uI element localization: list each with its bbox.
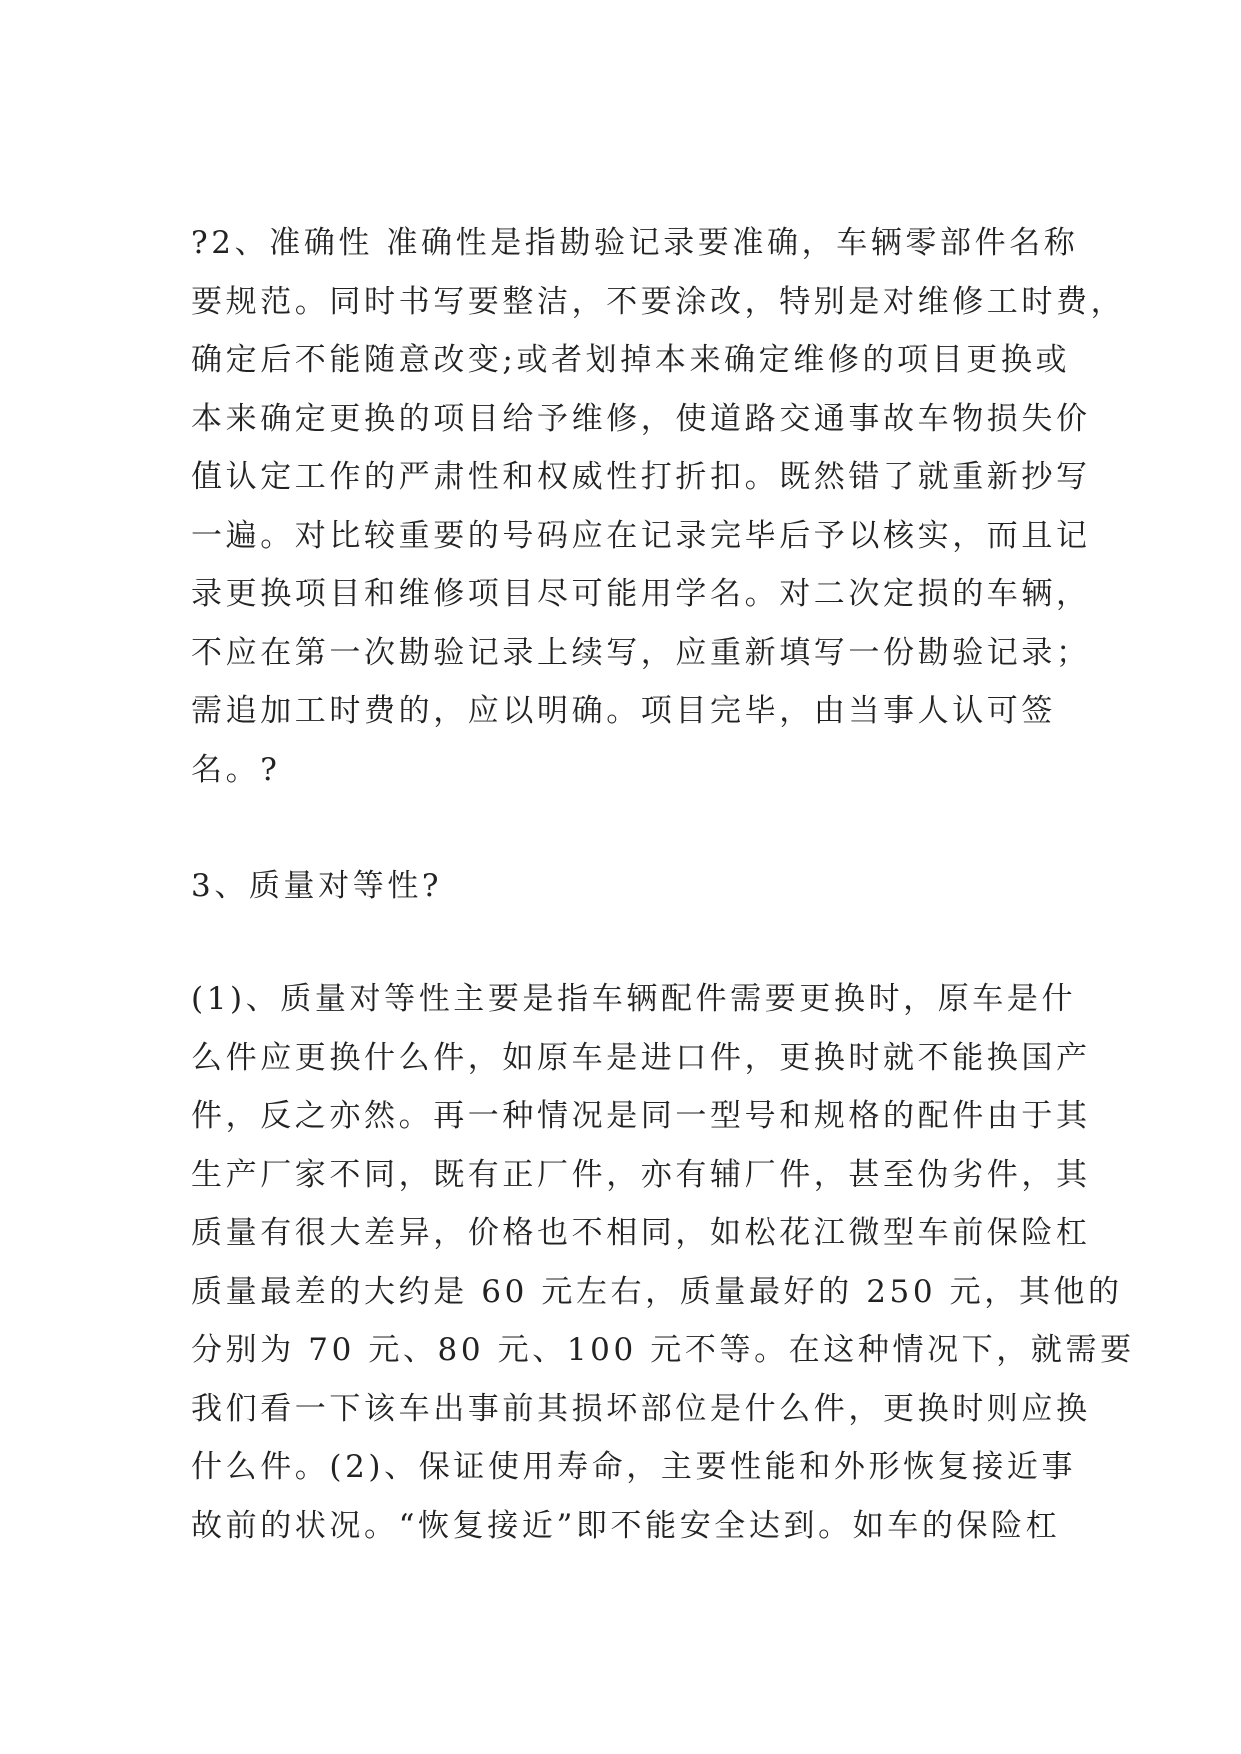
text-line: 名。?: [191, 751, 281, 788]
text-line: 质量最差的大约是 60 元左右，质量最好的 250 元，其他的: [191, 1273, 1123, 1310]
text-line: 我们看一下该车出事前其损坏部位是什么件，更换时则应换: [191, 1390, 1091, 1427]
text-line: 本来确定更换的项目给予维修，使道路交通事故车物损失价: [191, 400, 1091, 437]
text-line: 录更换项目和维修项目尽可能用学名。对二次定损的车辆，: [191, 576, 1091, 612]
text-line: 生产厂家不同，既有正厂件，亦有辅厂件，甚至伪劣件，其: [191, 1156, 1091, 1193]
text-line: 确定后不能随意改变;或者划掉本来确定维修的项目更换或: [191, 342, 1071, 378]
text-line: 件，反之亦然。再一种情况是同一型号和规格的配件由于其: [191, 1098, 1091, 1134]
section-heading-quality: [191, 857, 1051, 916]
text-line: (1)、质量对等性主要是指车辆配件需要更换时，原车是什: [191, 981, 1077, 1017]
text-line: 一遍。对比较重要的号码应在记录完毕后予以核实，而且记: [191, 517, 1091, 554]
text-line: 质量有很大差异，价格也不相同，如松花江微型车前保险杠: [191, 1215, 1091, 1251]
text-line: 不应在第一次勘验记录上续写，应重新填写一份勘验记录；: [191, 634, 1091, 671]
text-line: 分别为 70 元、80 元、100 元不等。在这种情况下，就需要: [191, 1332, 1135, 1368]
heading-line: 3、质量对等性?: [191, 868, 443, 904]
text-line: 需追加工时费的，应以明确。项目完毕，由当事人认可签: [191, 693, 1056, 729]
paragraph-quality: [191, 970, 1135, 1555]
text-line: 故前的状况。“恢复接近”即不能安全达到。如车的保险杠: [191, 1507, 1061, 1544]
text-line: 什么件。(2)、保证使用寿命，主要性能和外形恢复接近事: [191, 1449, 1077, 1485]
text-line: ?2、准确性 准确性是指勘验记录要准确，车辆零部件名称: [191, 225, 1079, 261]
text-line: 值认定工作的严肃性和权威性打折扣。既然错了就重新抄写: [191, 459, 1091, 495]
text-line: 要规范。同时书写要整洁，不要涂改，特别是对维修工时费，: [191, 283, 1126, 320]
text-line: 么件应更换什么件，如原车是进口件，更换时就不能换国产: [191, 1039, 1091, 1076]
paragraph-accuracy: [191, 214, 1126, 799]
